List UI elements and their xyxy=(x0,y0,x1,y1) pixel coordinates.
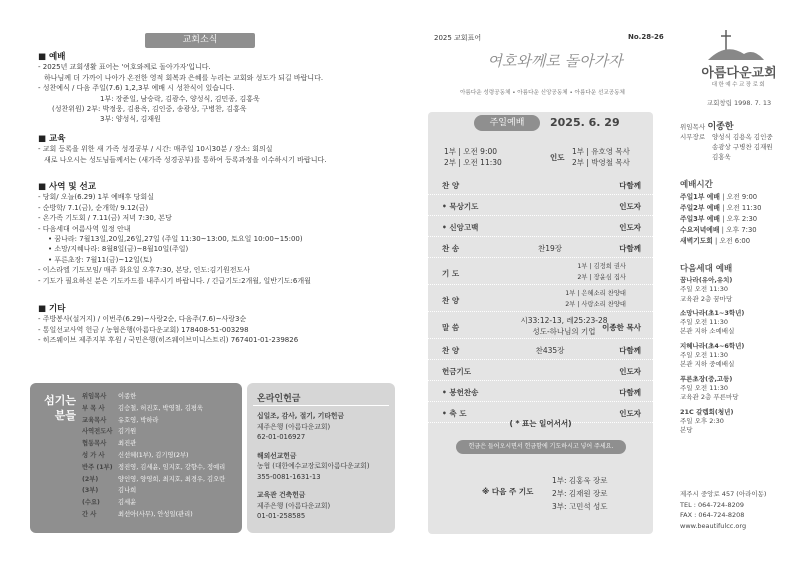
staff-row xyxy=(82,462,238,474)
service-name: 새벽기도회 xyxy=(680,237,713,245)
order-item: 찬 양 xyxy=(442,181,460,190)
staff-row xyxy=(82,391,238,403)
order-row xyxy=(428,312,653,339)
staff-role: 부 목 사 xyxy=(82,404,105,412)
staff-role: 반주 (1부) xyxy=(82,463,113,471)
staff-names: 정진영, 김세윤, 임지호, 강향수, 정예리 xyxy=(118,463,226,471)
staff-role: (수요) xyxy=(82,499,100,507)
order-row xyxy=(428,174,653,195)
news-title: 교회소식 xyxy=(145,33,255,48)
contact-info: 제주시 중앙로 457 (아라이동) TEL : 064-724-8209 FAX : 064-724-8208 www.beautifulcc.org xyxy=(680,490,767,530)
staff-list xyxy=(82,391,238,521)
group-time: 주일 오후 2:30 xyxy=(680,416,724,425)
service-times: 1부 | 오전 9:00 2부 | 오전 11:30 xyxy=(444,147,502,167)
staff-panel xyxy=(30,383,242,533)
order-row xyxy=(428,258,653,285)
staff-names: 김승철, 허진호, 박영철, 김평욱 xyxy=(118,404,204,412)
order-leader: 다함께 xyxy=(619,181,641,190)
bulletin-number: No.28-26 xyxy=(628,33,664,41)
order-leader: 다함께 xyxy=(619,346,641,355)
order-content: 찬19장 xyxy=(537,244,563,253)
group-name: 소망나라(초1~3학년) xyxy=(680,308,745,317)
group-place: 본관 지하 소예배실 xyxy=(680,327,735,336)
order-leader: 인도자 xyxy=(619,409,641,418)
church-name: 아름다운교회 xyxy=(701,66,777,81)
service-panel xyxy=(428,112,653,534)
order-row xyxy=(428,339,653,360)
lead-label: 인도 xyxy=(550,153,565,162)
order-item: • 신앙고백 xyxy=(442,223,479,232)
service-time: 오후 7:30 xyxy=(726,226,757,234)
staff-row xyxy=(82,415,238,427)
next-gen-groups xyxy=(680,276,795,440)
service-label: 주일예배 xyxy=(474,115,540,131)
next-prayer-label: ※ 다음 주 기도 xyxy=(482,487,534,496)
section-worship: ■ 예배 - 2025년 교회생활 표어는 '여호와께로 돌아가자'입니다. 하나님께 더 가까이 나아가 온전한 영적 회복과 은혜를 누리는 교회와 성도가 되길 바랍니다. - 성찬예식 / 다음 주일(7.6) 1,2,3부 예배 시 성찬식이 있습니다. 1부: 장준일, 남승락, 김광수, 양성식, 김민종, 김홍욱 (성찬위원) 2부: 박정웅, 김용옥, 김인중, 송광상, 구병찬, 김홍욱 3부: 양성식, 김재원 xyxy=(38,52,324,124)
order-leader: 인도자 xyxy=(619,367,641,376)
order-item: 찬 양 xyxy=(442,296,460,305)
service-time: 오전 9:00 xyxy=(726,193,758,201)
church-denomination: 대한예수교장로회 xyxy=(711,82,767,88)
service-name: 주일1부 예배 xyxy=(680,193,720,201)
order-row xyxy=(428,216,653,237)
staff-row xyxy=(82,474,238,486)
order-item: • 축 도 xyxy=(442,409,467,418)
order-row xyxy=(428,285,653,312)
service-time: 오전 6:00 xyxy=(719,237,751,245)
next-gen-group xyxy=(680,309,795,337)
staff-row xyxy=(82,403,238,415)
motto: 여호와께로 돌아가자 xyxy=(487,52,623,70)
worship-time-row: 주일2부 예배 | 오전 11:30 xyxy=(680,204,762,212)
stand-note: ( * 표는 일어서서) xyxy=(509,419,572,428)
staff-role: 성 가 사 xyxy=(82,451,105,459)
mission: 아름다운 성령공동체 • 아름다운 신앙공동체 • 아름다운 선교공동체 xyxy=(460,90,625,96)
order-item: 찬 양 xyxy=(442,346,460,355)
staff-names: 김기원 xyxy=(118,428,137,436)
order-item: 찬 송 xyxy=(442,244,460,253)
worship-time-row: 주일1부 예배 | 오전 9:00 xyxy=(680,193,758,201)
staff-row xyxy=(82,485,238,497)
next-gen-group xyxy=(680,375,795,403)
staff-names: 김세윤 xyxy=(118,499,137,507)
order-leader: 인도자 xyxy=(619,202,641,211)
section-etc: ■ 기타 - 주방봉사(설거지) / 이번주(6.29)~사랑2순, 다음주(7.6)~사랑3순 - 통일선교사역 헌금 / 농협은행(아름다운교회) 178408-51-003298 - 히즈웨이브 제주지부 후원 / 국민은행(히즈웨이브미니스트리) 767401-01-239826 xyxy=(38,304,299,345)
order-item: 기 도 xyxy=(442,269,460,278)
staff-row xyxy=(82,438,238,450)
staff-row xyxy=(82,509,238,521)
group-place: 본당 xyxy=(680,426,693,435)
online-blocks: 십일조, 감사, 절기, 기타헌금 제주은행 (아름다운교회) 62-01-016927 해외선교헌금 농협 (대한예수교장로회아름다운교회) 355-0081-1631-13 교육관 건축헌금 제주은행 (아름다운교회) 01-01-258585 xyxy=(257,412,370,520)
group-time: 주일 오전 11:30 xyxy=(680,318,728,327)
staff-role: 간 사 xyxy=(82,510,97,518)
staff-names: 유호영, 박하라 xyxy=(118,416,159,424)
worship-times-title: 예배시간 xyxy=(680,180,713,190)
service-time: 오전 11:30 xyxy=(726,204,762,212)
group-place: 교육관 2층 꿈마당 xyxy=(680,294,733,303)
next-gen-title: 다음세대 예배 xyxy=(680,264,733,274)
order-row xyxy=(428,195,653,216)
order-content: 시33:12-13, 레25:23-28 성도-하나님의 기업 xyxy=(520,316,608,336)
worship-time-row: 주일3부 예배 | 오후 2:30 xyxy=(680,215,758,223)
staff-role: 협동목사 xyxy=(82,440,107,448)
motto-label: 2025 교회표어 xyxy=(434,34,482,42)
church-logo xyxy=(706,28,766,62)
staff-role: 사역전도사 xyxy=(82,428,113,436)
order-content: 1부 | 김정희 권사 2부 | 장윤심 집사 xyxy=(577,263,626,281)
online-offering-panel xyxy=(247,383,395,533)
worship-time-row: 수요저녁예배 | 오후 7:30 xyxy=(680,226,757,234)
staff-names: 이종한 xyxy=(118,393,137,400)
staff-names: 신선혜(1부), 김기영(2부) xyxy=(118,451,189,459)
order-leader: 다함께 xyxy=(619,244,641,253)
staff-names: 최진관 xyxy=(118,440,137,448)
group-name: 꿈나라(유아,유치) xyxy=(680,276,733,284)
section-education: ■ 교육 - 교회 등록을 위한 새 가족 성경공부 / 시간: 매주일 10시30분 / 장소: 회의실 새로 나오시는 성도님들께서는 (새가족 성경공부)를 통하여 등록과정을 이수하시기 바랍니다. xyxy=(38,134,327,164)
service-time: 오후 2:30 xyxy=(726,215,758,223)
divider xyxy=(253,405,389,406)
staff-role: (2부) xyxy=(82,475,99,483)
order-item: 말 씀 xyxy=(442,323,460,332)
service-leaders: 1부 | 유호영 목사 2부 | 박영철 목사 xyxy=(572,147,630,167)
service-name: 주일3부 예배 xyxy=(680,215,720,223)
order-leader: 다함께 xyxy=(619,388,641,397)
group-name: 푸른초장(중,고등) xyxy=(680,374,733,383)
next-gen-group xyxy=(680,408,795,436)
section-ministry: ■ 사역 및 선교 - 당회/ 오늘(6.29) 1부 예배후 당회실 - 순방학/ 7.1(금), 순개학/ 9.12(금) - 온가족 기도회 / 7.11(금) 저녁 7:30, 본당 - 다음세대 여름사역 일정 안내 • 꿈나라: 7월13일,20일,26일,27일 (주일 11:30~13:00, 토요일 10:00~15:00) • 소망/지혜나라: 8월8일(금)~8월10일(주일) • 푸른초장: 7월11(금)~12일(토) - 이스라엘 기도모임/ 매주 화요일 오후7:30, 본당, 인도:김기원전도사 - 기도가 필요하신 분은 기도카드를 내주시기 바랍니다. / 긴급기도:2개월, 일반기도:6개월 xyxy=(38,182,311,285)
order-row xyxy=(428,237,653,258)
staff-role: 교육목사 xyxy=(82,416,107,424)
offering-note: 헌금은 들어오시면서 헌금함에 기도하시고 넣어 주세요. xyxy=(456,440,626,454)
founded: 교회창립 1998. 7. 13 xyxy=(706,99,772,107)
next-gen-group xyxy=(680,342,795,370)
order-content: 찬435장 xyxy=(535,346,565,355)
group-time: 주일 오전 11:30 xyxy=(680,285,728,294)
leadership: 위임목사 이종한 시무장로 양성식 김용옥 김인중 송광상 구병찬 김재원 김홍욱 xyxy=(680,122,773,161)
worship-times xyxy=(680,192,795,247)
next-prayer-list: 1부: 김홍욱 장로 2부: 김재원 장로 3부: 고민석 성도 xyxy=(552,476,608,511)
order-row xyxy=(428,381,653,402)
staff-role: (3부) xyxy=(82,487,99,495)
service-name: 주일2부 예배 xyxy=(680,204,720,212)
staff-row xyxy=(82,426,238,438)
staff-names: 최선아(사무), 안성일(관리) xyxy=(118,510,193,518)
staff-names: 양인영, 양영희, 최지호, 최경우, 김오란 xyxy=(118,475,226,483)
order-item: 헌금기도 xyxy=(442,367,471,376)
staff-row xyxy=(82,450,238,462)
order-item: • 봉헌찬송 xyxy=(442,388,479,397)
staff-heading: 섬기는 분들 xyxy=(44,394,76,422)
order-leader: 이종한 목사 xyxy=(602,323,641,332)
staff-names: 김나희 xyxy=(118,487,137,495)
group-time: 주일 오전 11:30 xyxy=(680,351,728,360)
worship-time-row: 새벽기도회 | 오전 6:00 xyxy=(680,237,751,245)
order-content: 1부 | 은혜소리 찬양대 2부 | 사랑소리 찬양대 xyxy=(565,290,626,308)
group-place: 교육관 2층 푸른마당 xyxy=(680,393,739,402)
next-gen-group xyxy=(680,276,795,304)
order-item: • 묵상기도 xyxy=(442,202,479,211)
service-date: 2025. 6. 29 xyxy=(550,116,620,129)
group-name: 21C 갈렙회(청년) xyxy=(680,407,734,416)
group-place: 본관 지하 중예배실 xyxy=(680,360,735,369)
order-leader: 인도자 xyxy=(619,223,641,232)
group-time: 주일 오전 11:30 xyxy=(680,383,728,392)
staff-role: 위임목사 xyxy=(82,393,107,400)
order-of-worship xyxy=(428,174,653,418)
order-row xyxy=(428,360,653,381)
service-name: 수요저녁예배 xyxy=(680,226,720,234)
group-name: 지혜나라(초4~6학년) xyxy=(680,341,745,350)
online-title: 온라인헌금 xyxy=(257,394,301,404)
staff-row xyxy=(82,497,238,509)
cross-hill-icon xyxy=(706,28,766,62)
